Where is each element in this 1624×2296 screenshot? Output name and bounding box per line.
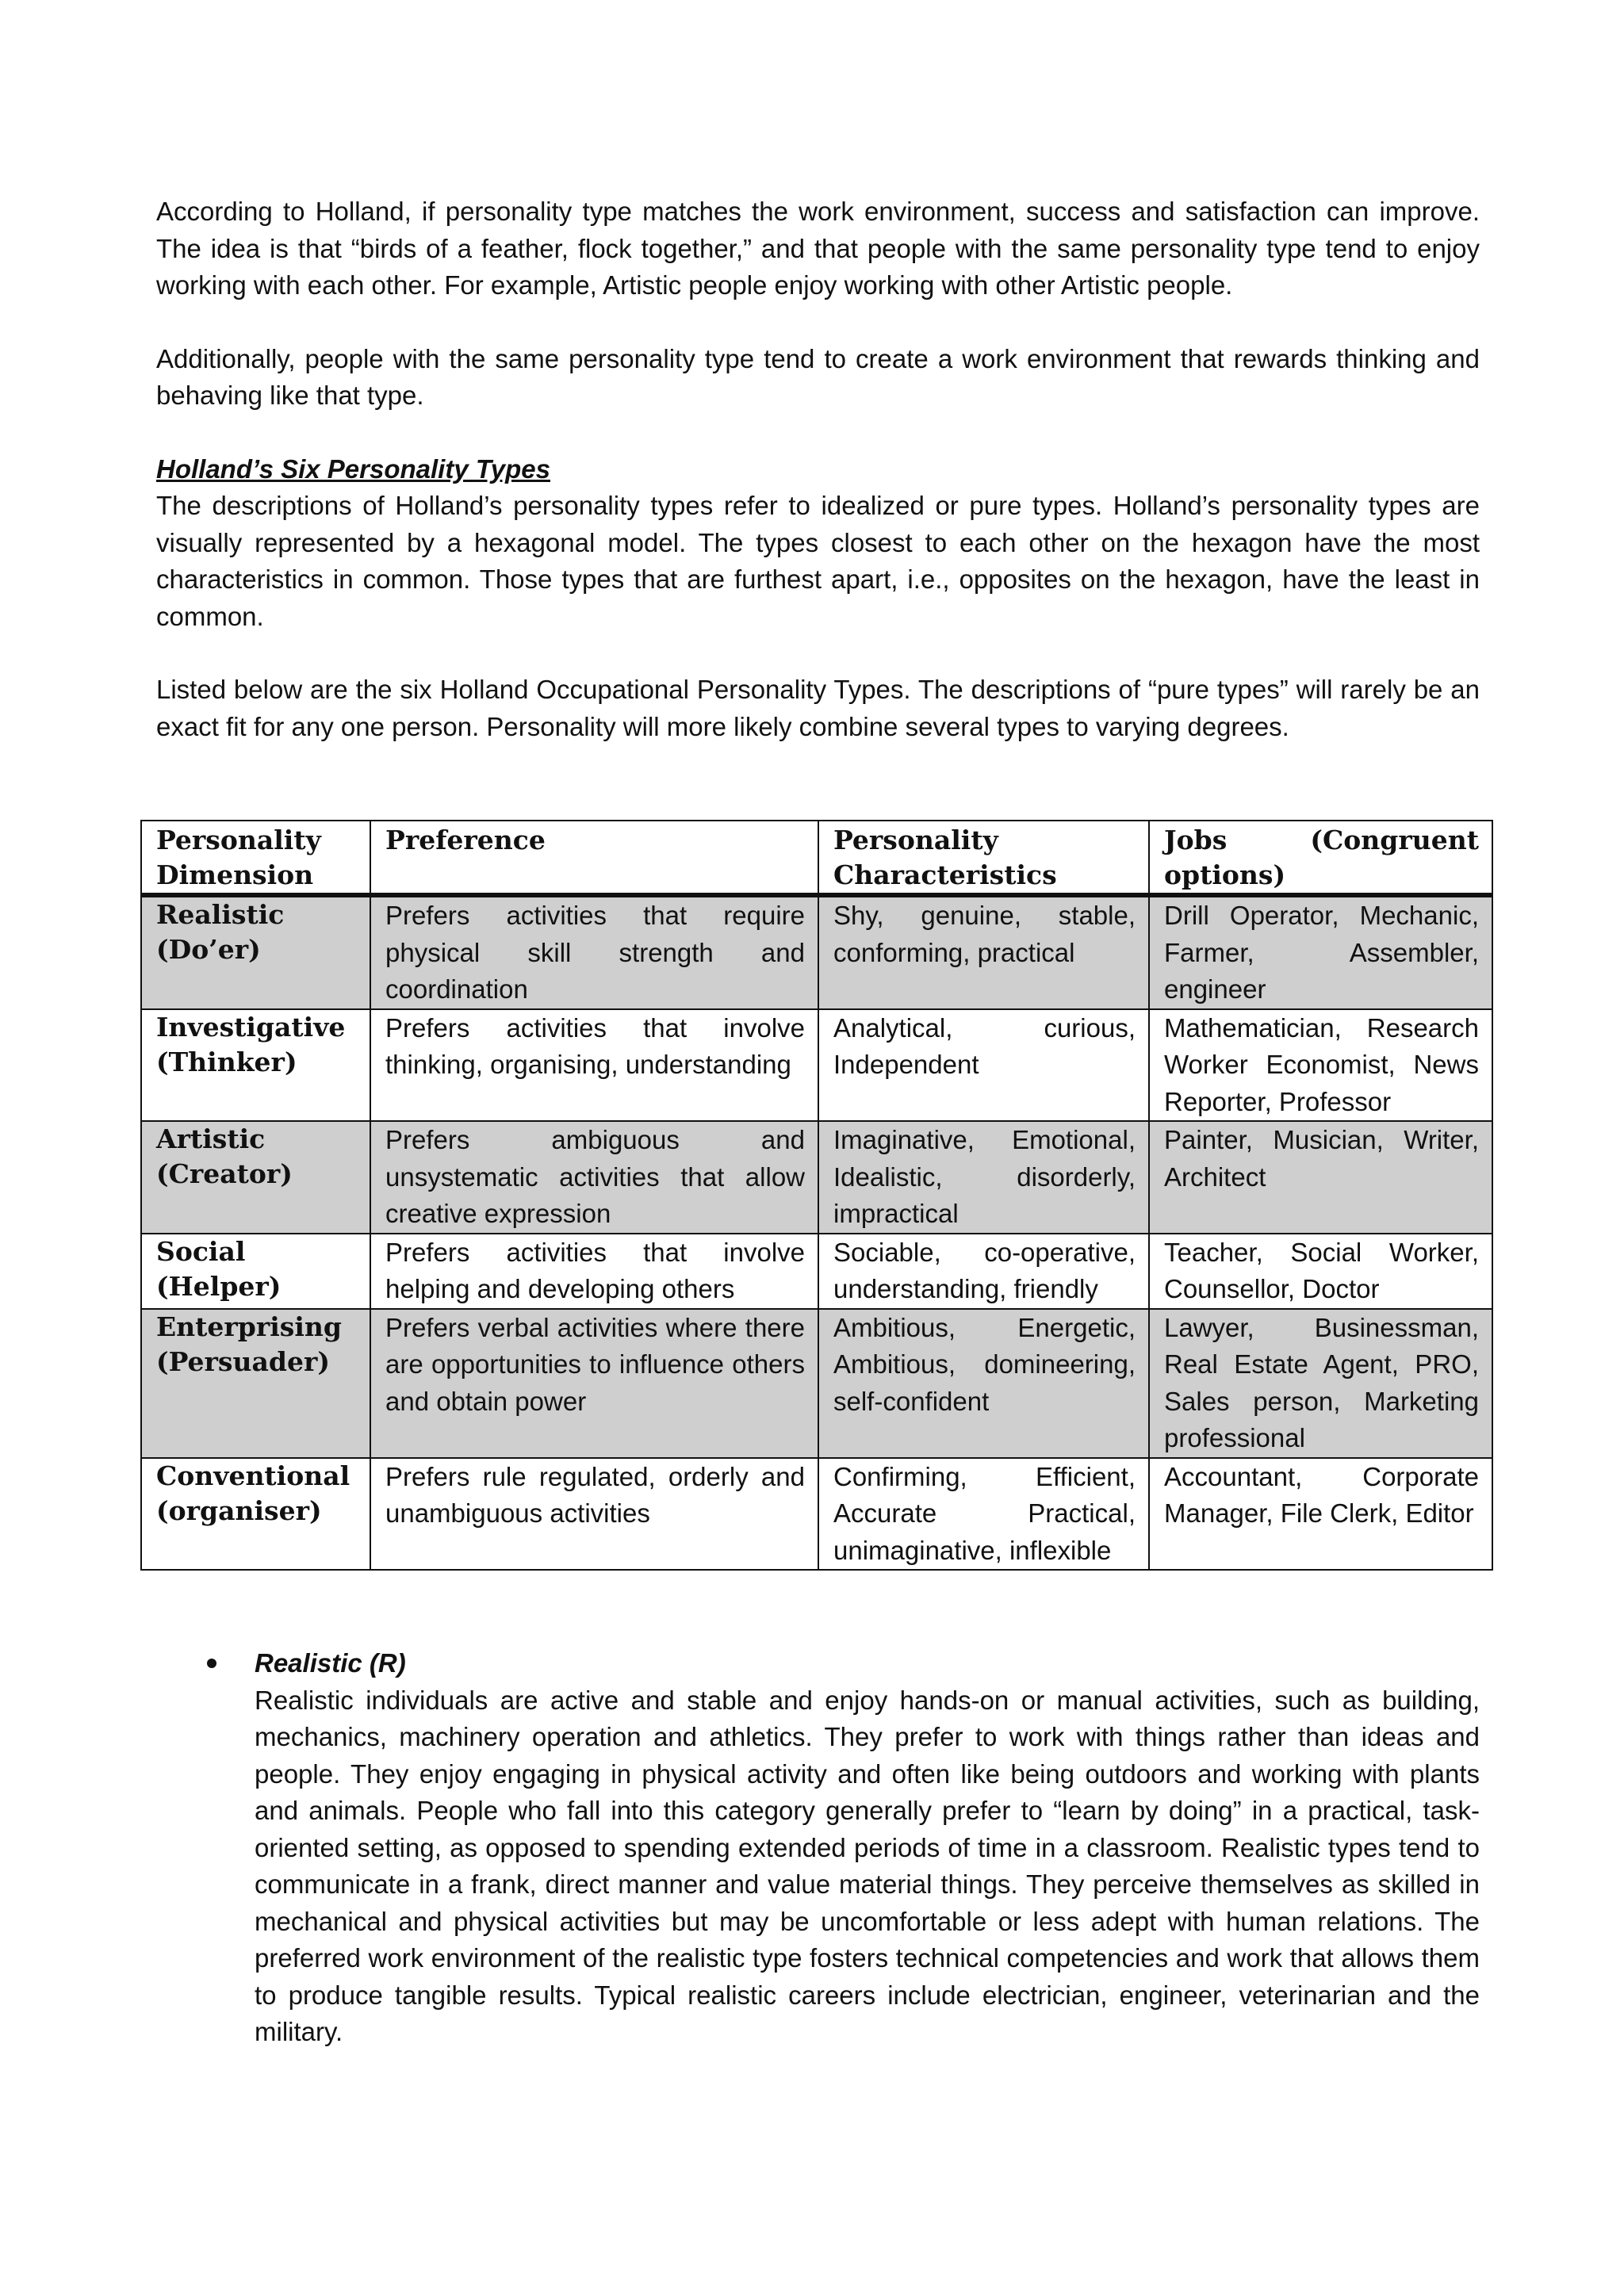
table-row <box>141 1458 1492 1571</box>
cell-jobs: Drill Operator, Mechanic, Farmer, Assembler, engineer <box>1149 895 1492 1009</box>
header-jobs: Jobs (Congruent options) <box>1149 821 1492 895</box>
cell-preference: Prefers activities that involve helping and developing others <box>370 1234 818 1309</box>
cell-dimension: Enterprising (Persuader) <box>141 1309 370 1458</box>
cell-preference: Prefers verbal activities where there are opportunities to influence others and obtain power <box>370 1309 818 1458</box>
header-preference: Preference <box>370 821 818 895</box>
cell-jobs: Mathematician, Research Worker Economist, News Reporter, Professor <box>1149 1009 1492 1122</box>
header-characteristics: Personality Characteristics <box>818 821 1149 895</box>
table-row <box>141 1009 1492 1122</box>
cell-jobs: Accountant, Corporate Manager, File Clerk, Editor <box>1149 1458 1492 1571</box>
cell-jobs: Lawyer, Businessman, Real Estate Agent, PRO, Sales person, Marketing professional <box>1149 1309 1492 1458</box>
cell-characteristics: Confirming, Efficient, Accurate Practical, unimaginative, inflexible <box>818 1458 1149 1571</box>
cell-preference: Prefers activities that require physical skill strength and coordination <box>370 895 818 1009</box>
type-descriptions-list <box>156 1645 1480 2051</box>
cell-preference: Prefers ambiguous and unsystematic activities that allow creative expression <box>370 1121 818 1234</box>
table-row <box>141 1234 1492 1309</box>
cell-dimension: Realistic (Do’er) <box>141 895 370 1009</box>
cell-characteristics: Ambitious, Energetic, Ambitious, domineering, self-confident <box>818 1309 1149 1458</box>
list-item-title: Realistic (R) <box>255 1648 406 1678</box>
table-row <box>141 895 1492 1009</box>
section-paragraph-2: Listed below are the six Holland Occupational Personality Types. The descriptions of “pure types” will rarely be an exact fit for any one person. Personality will more likely combine several types to varying degrees. <box>156 675 1480 741</box>
cell-dimension: Artistic (Creator) <box>141 1121 370 1234</box>
table-row <box>141 1121 1492 1234</box>
cell-dimension: Social (Helper) <box>141 1234 370 1309</box>
intro-paragraph-2: Additionally, people with the same personality type tend to create a work environment that rewards thinking and behaving like that type. <box>156 343 1480 410</box>
cell-preference: Prefers activities that involve thinking, organising, understanding <box>370 1009 818 1122</box>
cell-characteristics: Imaginative, Emotional, Idealistic, disorderly, impractical <box>818 1121 1149 1234</box>
personality-types-table <box>140 820 1493 1571</box>
cell-jobs: Teacher, Social Worker, Counsellor, Doctor <box>1149 1234 1492 1309</box>
cell-dimension: Investigative (Thinker) <box>141 1009 370 1122</box>
cell-dimension: Conventional (organiser) <box>141 1458 370 1571</box>
cell-characteristics: Shy, genuine, stable, conforming, practical <box>818 895 1149 1009</box>
table-row <box>141 1309 1492 1458</box>
list-item <box>156 1645 1480 2051</box>
cell-characteristics: Sociable, co-operative, understanding, friendly <box>818 1234 1149 1309</box>
cell-characteristics: Analytical, curious, Independent <box>818 1009 1149 1122</box>
header-dimension: Personality Dimension <box>141 821 370 895</box>
cell-jobs: Painter, Musician, Writer, Architect <box>1149 1121 1492 1234</box>
section-paragraph-1: The descriptions of Holland’s personality types refer to idealized or pure types. Holland’s personality types are visually represented by a hexagonal model. The types closest to each other on the hexagon have the most characteristics in common. Those types that are furthest apart, i.e., opposites on the hexagon, have the least in common. <box>156 491 1480 631</box>
table-header-row <box>141 821 1492 895</box>
list-item-text: Realistic individuals are active and stable and enjoy hands-on or manual activities, such as building, mechanics, machinery operation and athletics. They prefer to work with things rather than ideas and people. They enjoy engaging in physical activity and often like being outdoors and working with plants and animals. People who fall into this category generally prefer to “learn by doing” in a practical, task-oriented setting, as opposed to spending extended periods of time in a classroom. Realistic types tend to communicate in a frank, direct manner and value material things. They perceive themselves as skilled in mechanical and physical activities but may be uncomfortable or less adept with human relations. The preferred work environment of the realistic type fosters technical competencies and work that allows them to produce tangible results. Typical realistic careers include electrician, engineer, veterinarian and the military. <box>255 1685 1480 2046</box>
section-heading: Holland’s Six Personality Types <box>156 453 551 484</box>
intro-paragraph-1: According to Holland, if personality type matches the work environment, success and satisfaction can improve. The idea is that “birds of a feather, flock together,” and that people with the same personality type tend to enjoy working with each other. For example, Artistic people enjoy working with other Artistic people. <box>156 197 1480 300</box>
cell-preference: Prefers rule regulated, orderly and unambiguous activities <box>370 1458 818 1571</box>
bullet-icon <box>207 1659 216 1668</box>
